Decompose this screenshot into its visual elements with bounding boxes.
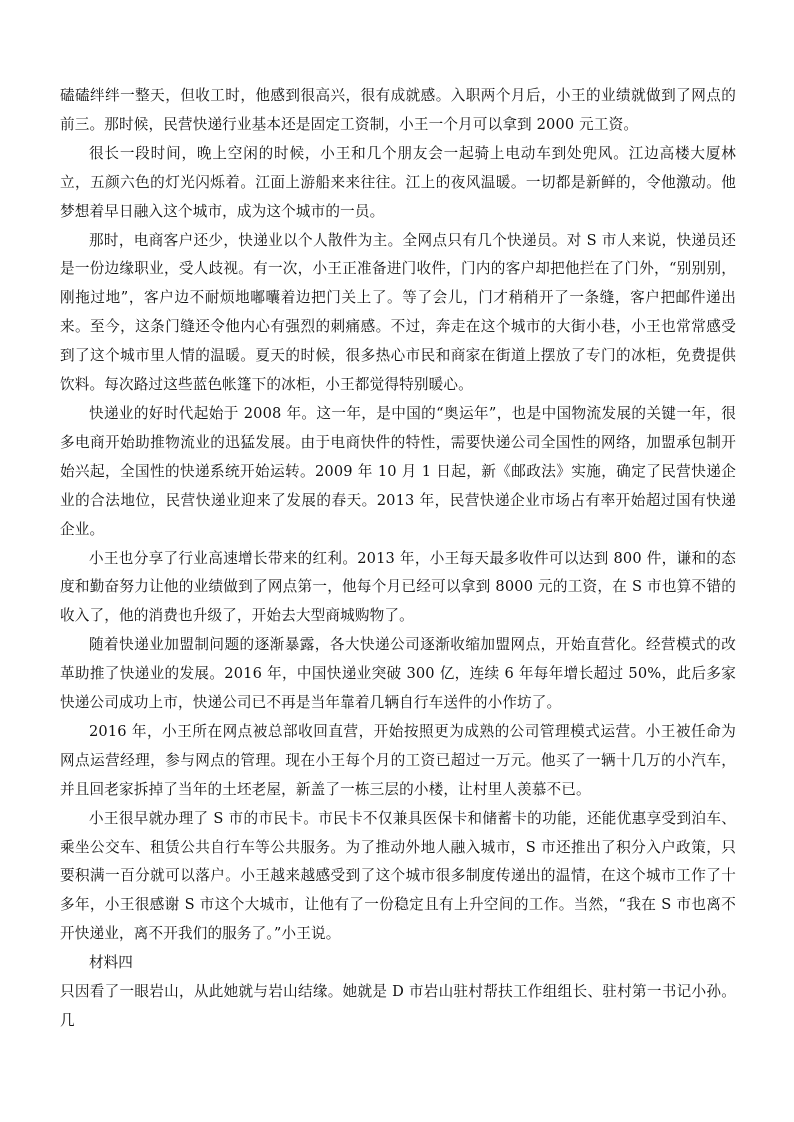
paragraph-1: 磕磕绊绊一整天，但收工时，他感到很高兴，很有成就感。入职两个月后，小王的业绩就做到了网点的前三。那时候，民营快递行业基本还是固定工资制，小王一个月可以拿到 2000 元工资。 — [60, 87, 736, 133]
paragraph-7: 2016 年，小王所在网点被总部收回直营，开始按照更为成熟的公司管理模式运营。小王被任命为网点运营经理，参与网点的管理。现在小王每个月的工资已超过一万元。他买了一辆十几万的小汽车，并且回老家拆掉了当年的土坯老屋，新盖了一栋三层的小楼，让村里人羡慕不已。 — [60, 722, 736, 798]
paragraph-9: 只因看了一眼岩山，从此她就与岩山结缘。她就是 D 市岩山驻村帮扶工作组组长、驻村第一书记小孙。几 — [60, 983, 736, 1029]
section-heading: 材料四 — [89, 954, 133, 972]
paragraph-3: 那时，电商客户还少，快递业以个人散件为主。全网点只有几个快递员。对 S 市人来说，快递员还是一份边缘职业，受人歧视。有一次，小王正准备进门收件，门内的客户却把他拦在了门外，“别别别，刚拖过地”，客户边不耐烦地嘟囔着边把门关上了。等了会儿，门才稍稍开了一条缝，客户把邮件递出来。至今，这条门缝还令他内心有强烈的刺痛感。不过，奔走在这个城市的大街小巷，小王也常常感受到了这个城市里人情的温暖。夏天的时候，很多热心市民和商家在街道上摆放了专门的冰柜，免费提供饮料。每次路过这些蓝色帐篷下的冰柜，小王都觉得特别暖心。 — [60, 231, 736, 394]
paragraph-6: 随着快递业加盟制问题的逐渐暴露，各大快递公司逐渐收缩加盟网点，开始直营化。经营模式的改革助推了快递业的发展。2016 年，中国快递业突破 300 亿，连续 6 年每年增长超过 50%，此后多家快递公司成功上市，快递公司已不再是当年靠着几辆自行车送件的小作坊了。 — [60, 636, 736, 712]
paragraph-5: 小王也分享了行业高速增长带来的红利。2013 年，小王每天最多收件可以达到 800 件，谦和的态度和勤奋努力让他的业绩做到了网点第一，他每个月已经可以拿到 8000 元的工资，在 S 市也算不错的收入了，他的消费也升级了，开始去大型商城购物了。 — [60, 549, 736, 625]
paragraph-4: 快递业的好时代起始于 2008 年。这一年，是中国的“奥运年”，也是中国物流发展的关键一年，很多电商开始助推物流业的迅猛发展。由于电商快件的特性，需要快递公司全国性的网络，加盟承包制开始兴起，全国性的快递系统开始运转。2009 年 10 月 1 日起，新《邮政法》实施，确定了民营快递企业的合法地位，民营快递业迎来了发展的春天。2013 年，民营快递企业市场占有率开始超过国有快递企业。 — [60, 404, 736, 538]
paragraph-8: 小王很早就办理了 S 市的市民卡。市民卡不仅兼具医保卡和储蓄卡的功能，还能优惠享受到泊车、乘坐公交车、租赁公共自行车等公共服务。为了推动外地人融入城市，S 市还推出了积分入户政策，只要积满一百分就可以落户。小王越来越感受到了这个城市很多制度传递出的温情，在这个城市工作了十多年，小王很感谢 S 市这个大城市，让他有了一份稳定且有上升空间的工作。当然，“我在 S 市也离不开快递业，离不开我们的服务了。”小王说。 — [60, 809, 736, 943]
paragraph-2: 很长一段时间，晚上空闲的时候，小王和几个朋友会一起骑上电动车到处兜风。江边高楼大厦林立，五颜六色的灯光闪烁着。江面上游船来来往往。江上的夜风温暖。一切都是新鲜的，令他激动。他梦想着早日融入这个城市，成为这个城市的一员。 — [60, 144, 736, 220]
document-page — [60, 82, 736, 1036]
